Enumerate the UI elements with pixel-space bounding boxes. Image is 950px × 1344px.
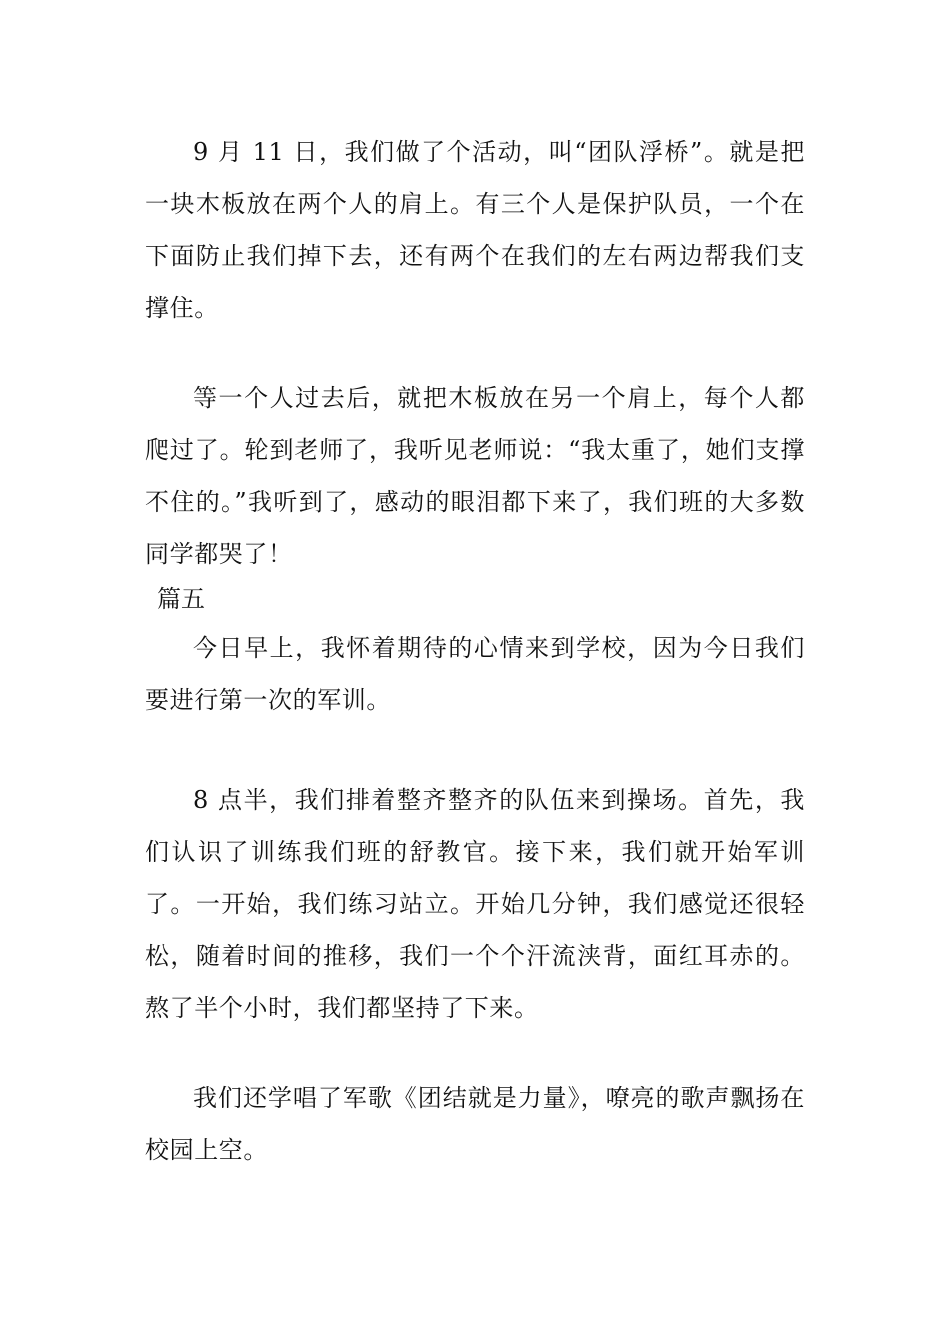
paragraph-training-process: 8 点半，我们排着整齐整齐的队伍来到操场。首先，我们认识了训练我们班的舒教官。接下来，我们就开始军训了。一开始，我们练习站立。开始几分钟，我们感觉还很轻松，随着时间的推移，我们一个个汗流浃背，面红耳赤的。熬了半个小时，我们都坚持了下来。 (145, 786, 805, 1022)
paragraph-teacher: 等一个人过去后，就把木板放在另一个肩上，每个人都爬过了。轮到老师了，我听见老师说：“我太重了，她们支撑不住的。”我听到了，感动的眼泪都下来了，我们班的大多数同学都哭了！ (145, 384, 805, 568)
paragraph-team-bridge: 9 月 11 日，我们做了个活动，叫“团队浮桥”。就是把一块木板放在两个人的肩上。有三个人是保护队员，一个在下面防止我们掉下去，还有两个在我们的左右两边帮我们支撑住。 (145, 138, 805, 322)
section-heading: 篇五 (157, 585, 205, 613)
paragraph-military-training-intro: 今日早上，我怀着期待的心情来到学校，因为今日我们要进行第一次的军训。 (145, 634, 805, 714)
paragraph-army-song: 我们还学唱了军歌《团结就是力量》，嘹亮的歌声飘扬在校园上空。 (145, 1084, 805, 1164)
